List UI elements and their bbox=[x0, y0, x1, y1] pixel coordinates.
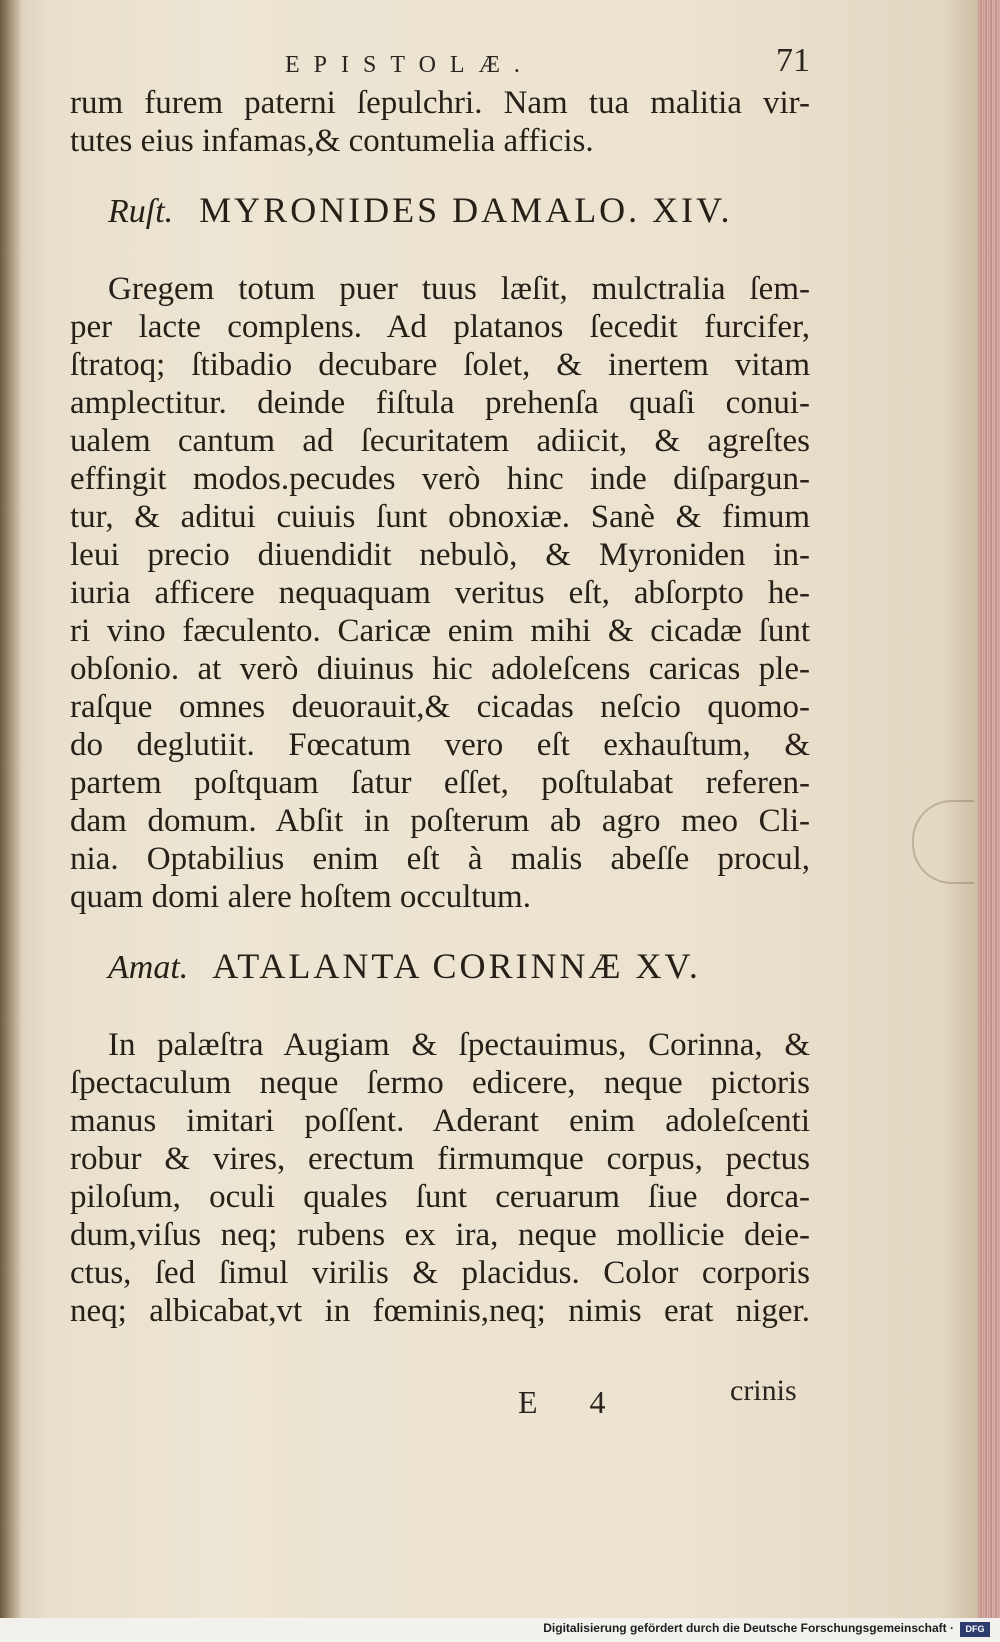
signature-mark: E 4 bbox=[518, 1384, 628, 1420]
letter-heading bbox=[108, 944, 810, 990]
text-line: Gregem totum puer tuus læſit, mulctralia ſem- bbox=[108, 271, 810, 307]
text-line: nia. Optabilius enim eſt à malis abeſſe procul, bbox=[70, 841, 810, 877]
text-line: robur & vires, erectum firmumque corpus, pectus bbox=[70, 1141, 810, 1177]
text-line: dum,viſus neq; rubens ex ira, neque mollicie deie- bbox=[70, 1217, 810, 1253]
letter-title: ATALANTA CORINNÆ XV. bbox=[212, 946, 701, 986]
text-line: iuria afficere nequaquam veritus eſt, abſorpto he- bbox=[70, 575, 810, 611]
text-line: neq; albicabat,vt in fœminis,neq; nimis erat niger. bbox=[70, 1293, 810, 1329]
text-line: tur, & aditui cuiuis ſunt obnoxiæ. Sanè & fimum bbox=[70, 499, 810, 535]
text-line: ſtratoq; ſtibadio decubare ſolet, & inertem vitam bbox=[70, 347, 810, 383]
text-line: ri vino fæculento. Caricæ enim mihi & cicadæ ſunt bbox=[70, 613, 810, 649]
text-line: ſpectaculum neque ſermo edicere, neque pictoris bbox=[70, 1065, 810, 1101]
text-line: leui precio diuendidit nebulò, & Myroniden in- bbox=[70, 537, 810, 573]
funding-attribution: Digitalisierung gefördert durch die Deutsche Forschungsgemeinschaft · bbox=[543, 1621, 954, 1635]
page-footer bbox=[0, 1374, 1000, 1434]
page-number: 71 bbox=[776, 42, 810, 79]
text-line: tutes eius infamas,& contumelia afficis. bbox=[70, 123, 594, 159]
text-line: effingit modos.pecudes verò hinc inde diſpargun- bbox=[70, 461, 810, 497]
text-line: partem poſtquam ſatur eſſet, poſtulabat referen- bbox=[70, 765, 810, 801]
text-line: do deglutiit. Fœcatum vero eſt exhauſtum, & bbox=[70, 727, 810, 763]
text-line: per lacte complens. Ad platanos ſecedit furcifer, bbox=[70, 309, 810, 345]
text-line: quam domi alere hoſtem occultum. bbox=[70, 879, 531, 915]
text-line: ctus, ſed ſimul virilis & placidus. Color corporis bbox=[70, 1255, 810, 1291]
text-line: In palæſtra Augiam & ſpectauimus, Corinna, & bbox=[108, 1027, 810, 1063]
text-line: rum furem paterni ſepulchri. Nam tua malitia vir- bbox=[70, 85, 810, 121]
text-line: dam domum. Abſit in poſterum ab agro meo Cli- bbox=[70, 803, 810, 839]
attribution-bar bbox=[0, 1618, 1000, 1642]
running-head: EPISTOLÆ. bbox=[285, 52, 534, 78]
dfg-logo-icon: DFG bbox=[960, 1622, 990, 1637]
letter-title: MYRONIDES DAMALO. XIV. bbox=[199, 190, 733, 230]
letter-body bbox=[70, 270, 810, 916]
text-line: amplectitur. deinde fiſtula prehenſa quaſi conui- bbox=[70, 385, 810, 421]
text-block bbox=[70, 84, 810, 1330]
letter-heading bbox=[108, 188, 810, 234]
paragraph-continued bbox=[70, 84, 810, 160]
text-line: obſonio. at verò diuinus hic adoleſcens caricas ple- bbox=[70, 651, 810, 687]
text-line: ualem cantum ad ſecuritatem adiicit, & agreſtes bbox=[70, 423, 810, 459]
text-line: manus imitari poſſent. Aderant enim adoleſcenti bbox=[70, 1103, 810, 1139]
catchword: crinis bbox=[730, 1374, 797, 1407]
letter-category: Amat. bbox=[108, 949, 189, 986]
letter-category: Ruſt. bbox=[108, 193, 174, 230]
gutter-shadow bbox=[0, 0, 22, 1618]
text-line: piloſum, oculi quales ſunt ceruarum ſiue dorca- bbox=[70, 1179, 810, 1215]
text-line: raſque omnes deuorauit,& cicadas neſcio quomo- bbox=[70, 689, 810, 725]
page-edge bbox=[978, 0, 1000, 1618]
letter-body bbox=[70, 1026, 810, 1330]
